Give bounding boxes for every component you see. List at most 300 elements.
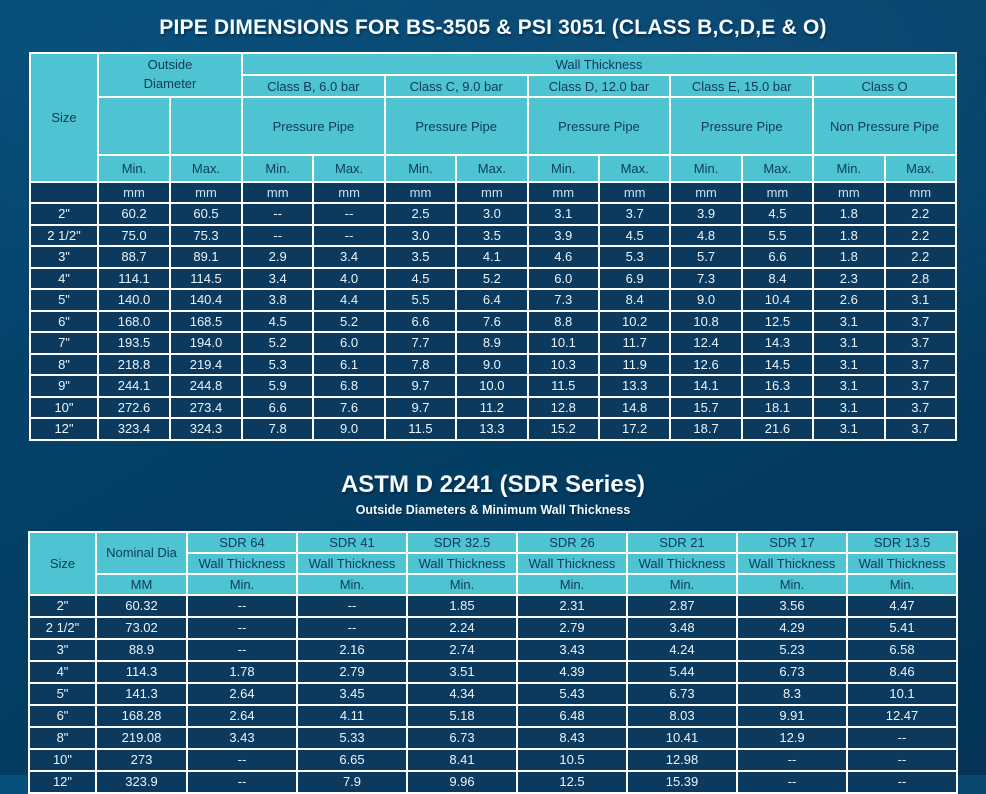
max-header: Max. [456, 155, 527, 182]
value-cell: 9.7 [385, 375, 456, 397]
table-row [29, 661, 957, 683]
class-c-header: Class C, 9.0 bar [385, 75, 528, 97]
value-cell: -- [737, 771, 847, 793]
value-cell: 273.4 [170, 397, 242, 419]
value-cell: 3.0 [456, 203, 527, 225]
value-cell: 323.4 [98, 418, 170, 440]
value-cell: 11.5 [385, 418, 456, 440]
value-cell: 12.98 [627, 749, 737, 771]
value-cell: 4.5 [599, 225, 670, 247]
wall-thickness-subheader: Wall Thickness [297, 553, 407, 574]
sdr-32-5-header: SDR 32.5 [407, 532, 517, 553]
row-size-label: 2" [29, 595, 96, 617]
value-cell: 141.3 [96, 683, 187, 705]
astm-table-header [29, 532, 957, 595]
value-cell: -- [297, 595, 407, 617]
value-cell: 2.8 [885, 268, 956, 290]
value-cell: 6.0 [313, 332, 384, 354]
value-cell: 1.8 [813, 225, 884, 247]
value-cell: 4.29 [737, 617, 847, 639]
min-header: Min. [242, 155, 313, 182]
unit-cell: mm [98, 182, 170, 203]
value-cell: 2.5 [385, 203, 456, 225]
value-cell: -- [297, 617, 407, 639]
value-cell: 11.5 [528, 375, 599, 397]
max-header: Max. [599, 155, 670, 182]
class-d-pipe-type: Pressure Pipe [528, 97, 671, 155]
table-row [30, 203, 956, 225]
value-cell: 2.87 [627, 595, 737, 617]
value-cell: 7.8 [242, 418, 313, 440]
value-cell: 14.1 [670, 375, 741, 397]
value-cell: 3.51 [407, 661, 517, 683]
value-cell: 194.0 [170, 332, 242, 354]
value-cell: 10.8 [670, 311, 741, 333]
value-cell: 4.6 [528, 246, 599, 268]
value-cell: 5.3 [599, 246, 670, 268]
value-cell: 10.2 [599, 311, 670, 333]
value-cell: 10.0 [456, 375, 527, 397]
value-cell: 8.4 [599, 289, 670, 311]
blank-header-cell [170, 97, 242, 155]
value-cell: 12.6 [670, 354, 741, 376]
value-cell: 11.7 [599, 332, 670, 354]
table-row [30, 225, 956, 247]
value-cell: 12.8 [528, 397, 599, 419]
astm-sdr-table [28, 531, 958, 794]
value-cell: 10.41 [627, 727, 737, 749]
value-cell: 4.5 [385, 268, 456, 290]
value-cell: 2.2 [885, 246, 956, 268]
value-cell: 3.9 [528, 225, 599, 247]
outside-diameter-line1: Outside [147, 57, 193, 73]
value-cell: 4.5 [742, 203, 813, 225]
value-cell: 2.79 [297, 661, 407, 683]
value-cell: 3.0 [385, 225, 456, 247]
unit-cell: mm [456, 182, 527, 203]
table-row [29, 771, 957, 793]
value-cell: 3.7 [885, 418, 956, 440]
value-cell: 3.1 [885, 289, 956, 311]
class-o-pipe-type: Non Pressure Pipe [813, 97, 956, 155]
value-cell: 5.5 [742, 225, 813, 247]
value-cell: 18.1 [742, 397, 813, 419]
value-cell: 6.58 [847, 639, 957, 661]
value-cell: 7.3 [528, 289, 599, 311]
value-cell: 2.64 [187, 683, 297, 705]
value-cell: 3.45 [297, 683, 407, 705]
value-cell: 5.7 [670, 246, 741, 268]
table-row [29, 617, 957, 639]
value-cell: 2.9 [242, 246, 313, 268]
value-cell: 18.7 [670, 418, 741, 440]
value-cell: 6.0 [528, 268, 599, 290]
row-size-label: 4" [30, 268, 98, 290]
sdr-21-header: SDR 21 [627, 532, 737, 553]
nominal-dia-header: Nominal Dia [96, 532, 187, 574]
value-cell: 6.73 [407, 727, 517, 749]
value-cell: 6.8 [313, 375, 384, 397]
value-cell: 2.64 [187, 705, 297, 727]
min-header: Min. [98, 155, 170, 182]
value-cell: 10.5 [517, 749, 627, 771]
table-row [30, 418, 956, 440]
max-header: Max. [742, 155, 813, 182]
value-cell: 4.5 [242, 311, 313, 333]
row-size-label: 2" [30, 203, 98, 225]
row-size-label: 8" [29, 727, 96, 749]
value-cell: -- [847, 749, 957, 771]
min-header: Min. [385, 155, 456, 182]
class-o-header: Class O [813, 75, 956, 97]
value-cell: 3.7 [885, 311, 956, 333]
wall-thickness-subheader: Wall Thickness [407, 553, 517, 574]
value-cell: 5.5 [385, 289, 456, 311]
value-cell: 10.3 [528, 354, 599, 376]
min-header: Min. [627, 574, 737, 595]
value-cell: 60.2 [98, 203, 170, 225]
value-cell: 7.7 [385, 332, 456, 354]
unit-cell: mm [242, 182, 313, 203]
value-cell: 3.1 [813, 332, 884, 354]
value-cell: 6.65 [297, 749, 407, 771]
value-cell: 244.1 [98, 375, 170, 397]
value-cell: 12.4 [670, 332, 741, 354]
value-cell: 5.3 [242, 354, 313, 376]
value-cell: 3.7 [599, 203, 670, 225]
unit-cell: mm [313, 182, 384, 203]
value-cell: 2.6 [813, 289, 884, 311]
value-cell: 3.43 [187, 727, 297, 749]
row-size-label: 10" [30, 397, 98, 419]
table-row [29, 595, 957, 617]
class-b-pipe-type: Pressure Pipe [242, 97, 385, 155]
value-cell: 6.6 [385, 311, 456, 333]
astm-table-body [29, 595, 957, 793]
row-size-label: 12" [30, 418, 98, 440]
row-size-label: 2 1/2" [29, 617, 96, 639]
value-cell: 6.6 [742, 246, 813, 268]
value-cell: 272.6 [98, 397, 170, 419]
value-cell: 140.0 [98, 289, 170, 311]
outside-diameter-line2: Diameter [143, 76, 197, 91]
table-row [30, 246, 956, 268]
value-cell: 323.9 [96, 771, 187, 793]
class-d-header: Class D, 12.0 bar [528, 75, 671, 97]
value-cell: 14.8 [599, 397, 670, 419]
value-cell: 1.78 [187, 661, 297, 683]
row-size-label: 8" [30, 354, 98, 376]
value-cell: 4.4 [313, 289, 384, 311]
value-cell: 75.0 [98, 225, 170, 247]
min-header: Min. [813, 155, 884, 182]
bs3505-table-body [30, 203, 956, 440]
class-e-header: Class E, 15.0 bar [670, 75, 813, 97]
value-cell: 114.3 [96, 661, 187, 683]
sdr-41-header: SDR 41 [297, 532, 407, 553]
wall-thickness-subheader: Wall Thickness [627, 553, 737, 574]
value-cell: 6.6 [242, 397, 313, 419]
size-column-header: Size [30, 53, 98, 182]
table-row [30, 354, 956, 376]
value-cell: 12.9 [737, 727, 847, 749]
row-size-label: 3" [29, 639, 96, 661]
value-cell: 10.1 [528, 332, 599, 354]
unit-cell: mm [599, 182, 670, 203]
value-cell: 4.8 [670, 225, 741, 247]
value-cell: -- [187, 617, 297, 639]
value-cell: 6.73 [737, 661, 847, 683]
value-cell: 1.8 [813, 246, 884, 268]
value-cell: 273 [96, 749, 187, 771]
value-cell: 3.7 [885, 354, 956, 376]
table-row [29, 749, 957, 771]
value-cell: 6.1 [313, 354, 384, 376]
value-cell: 5.2 [313, 311, 384, 333]
value-cell: 13.3 [456, 418, 527, 440]
max-header: Max. [885, 155, 956, 182]
row-size-label: 5" [29, 683, 96, 705]
value-cell: 4.0 [313, 268, 384, 290]
table-row [30, 397, 956, 419]
value-cell: 8.41 [407, 749, 517, 771]
value-cell: 3.7 [885, 332, 956, 354]
table-row [29, 683, 957, 705]
bs3505-table-header [30, 53, 956, 203]
value-cell: 12.5 [742, 311, 813, 333]
value-cell: 6.48 [517, 705, 627, 727]
value-cell: 2.74 [407, 639, 517, 661]
value-cell: 3.1 [813, 397, 884, 419]
min-header: Min. [297, 574, 407, 595]
unit-cell: mm [742, 182, 813, 203]
unit-cell: mm [885, 182, 956, 203]
min-header: Min. [737, 574, 847, 595]
min-header: Min. [528, 155, 599, 182]
value-cell: 6.73 [627, 683, 737, 705]
value-cell: 3.1 [528, 203, 599, 225]
value-cell: -- [847, 727, 957, 749]
value-cell: 3.7 [885, 375, 956, 397]
sdr-13-5-header: SDR 13.5 [847, 532, 957, 553]
row-size-label: 3" [30, 246, 98, 268]
max-header: Max. [170, 155, 242, 182]
value-cell: 5.41 [847, 617, 957, 639]
value-cell: 9.0 [670, 289, 741, 311]
sdr-17-header: SDR 17 [737, 532, 847, 553]
unit-cell: mm [385, 182, 456, 203]
value-cell: 14.5 [742, 354, 813, 376]
value-cell: 9.0 [313, 418, 384, 440]
value-cell: 6.9 [599, 268, 670, 290]
value-cell: 7.8 [385, 354, 456, 376]
value-cell: 5.43 [517, 683, 627, 705]
bs3505-dimensions-table [29, 52, 957, 441]
value-cell: 75.3 [170, 225, 242, 247]
min-header: Min. [847, 574, 957, 595]
class-b-header: Class B, 6.0 bar [242, 75, 385, 97]
value-cell: 3.8 [242, 289, 313, 311]
row-size-label: 4" [29, 661, 96, 683]
class-e-pipe-type: Pressure Pipe [670, 97, 813, 155]
min-header: Min. [670, 155, 741, 182]
value-cell: 12.47 [847, 705, 957, 727]
table-row [30, 332, 956, 354]
value-cell: 2.24 [407, 617, 517, 639]
value-cell: 16.3 [742, 375, 813, 397]
value-cell: 9.91 [737, 705, 847, 727]
value-cell: -- [187, 639, 297, 661]
value-cell: 324.3 [170, 418, 242, 440]
value-cell: 17.2 [599, 418, 670, 440]
mm-unit-header: MM [96, 574, 187, 595]
value-cell: 12.5 [517, 771, 627, 793]
row-size-label: 10" [29, 749, 96, 771]
value-cell: 3.1 [813, 418, 884, 440]
value-cell: 88.7 [98, 246, 170, 268]
value-cell: 14.3 [742, 332, 813, 354]
value-cell: 15.7 [670, 397, 741, 419]
value-cell: 1.8 [813, 203, 884, 225]
value-cell: 15.39 [627, 771, 737, 793]
value-cell: 89.1 [170, 246, 242, 268]
blank-header-cell [98, 97, 170, 155]
value-cell: 5.44 [627, 661, 737, 683]
wall-thickness-subheader: Wall Thickness [847, 553, 957, 574]
value-cell: 5.33 [297, 727, 407, 749]
wall-thickness-subheader: Wall Thickness [517, 553, 627, 574]
value-cell: 3.1 [813, 354, 884, 376]
unit-cell: mm [528, 182, 599, 203]
value-cell: 5.2 [242, 332, 313, 354]
value-cell: 88.9 [96, 639, 187, 661]
value-cell: -- [847, 771, 957, 793]
table-row [30, 268, 956, 290]
value-cell: 3.5 [456, 225, 527, 247]
value-cell: 168.5 [170, 311, 242, 333]
value-cell: 11.9 [599, 354, 670, 376]
table-row [29, 639, 957, 661]
value-cell: 7.6 [456, 311, 527, 333]
value-cell: 2.79 [517, 617, 627, 639]
value-cell: 8.8 [528, 311, 599, 333]
value-cell: 7.6 [313, 397, 384, 419]
row-size-label: 5" [30, 289, 98, 311]
value-cell: 60.5 [170, 203, 242, 225]
value-cell: 8.46 [847, 661, 957, 683]
value-cell: 4.39 [517, 661, 627, 683]
value-cell: 3.43 [517, 639, 627, 661]
sdr-64-header: SDR 64 [187, 532, 297, 553]
value-cell: -- [187, 595, 297, 617]
max-header: Max. [313, 155, 384, 182]
value-cell: 3.4 [313, 246, 384, 268]
page-title: PIPE DIMENSIONS FOR BS-3505 & PSI 3051 (CLASS B,C,D,E & O) [159, 16, 827, 39]
blank-unit-cell [30, 182, 98, 203]
value-cell: -- [242, 203, 313, 225]
class-c-pipe-type: Pressure Pipe [385, 97, 528, 155]
row-size-label: 7" [30, 332, 98, 354]
value-cell: 114.5 [170, 268, 242, 290]
value-cell: 3.1 [813, 375, 884, 397]
value-cell: 3.7 [885, 397, 956, 419]
value-cell: -- [737, 749, 847, 771]
value-cell: 4.34 [407, 683, 517, 705]
value-cell: 3.4 [242, 268, 313, 290]
value-cell: 3.1 [813, 311, 884, 333]
value-cell: 8.9 [456, 332, 527, 354]
value-cell: 9.0 [456, 354, 527, 376]
wall-thickness-subheader: Wall Thickness [187, 553, 297, 574]
value-cell: 168.28 [96, 705, 187, 727]
value-cell: -- [313, 203, 384, 225]
value-cell: 3.9 [670, 203, 741, 225]
value-cell: 219.08 [96, 727, 187, 749]
value-cell: 2.31 [517, 595, 627, 617]
astm-section-title: ASTM D 2241 (SDR Series) [340, 470, 646, 498]
value-cell: 10.1 [847, 683, 957, 705]
value-cell: 7.9 [297, 771, 407, 793]
table-row [30, 289, 956, 311]
value-cell: 5.18 [407, 705, 517, 727]
unit-cell: mm [813, 182, 884, 203]
unit-cell: mm [170, 182, 242, 203]
value-cell: 8.03 [627, 705, 737, 727]
value-cell: -- [313, 225, 384, 247]
value-cell: 5.23 [737, 639, 847, 661]
value-cell: 2.2 [885, 203, 956, 225]
astm-section-subtitle: Outside Diameters & Minimum Wall Thickness [355, 502, 631, 517]
sdr-26-header: SDR 26 [517, 532, 627, 553]
value-cell: 5.9 [242, 375, 313, 397]
value-cell: 218.8 [98, 354, 170, 376]
value-cell: 3.56 [737, 595, 847, 617]
wall-thickness-subheader: Wall Thickness [737, 553, 847, 574]
value-cell: 4.1 [456, 246, 527, 268]
min-header: Min. [187, 574, 297, 595]
wall-thickness-header: Wall Thickness [242, 53, 956, 75]
row-size-label: 2 1/2" [30, 225, 98, 247]
value-cell: 73.02 [96, 617, 187, 639]
value-cell: 4.47 [847, 595, 957, 617]
value-cell: 7.3 [670, 268, 741, 290]
value-cell: 2.3 [813, 268, 884, 290]
row-size-label: 9" [30, 375, 98, 397]
value-cell: 8.3 [737, 683, 847, 705]
min-header: Min. [517, 574, 627, 595]
value-cell: 11.2 [456, 397, 527, 419]
size-column-header: Size [29, 532, 96, 595]
value-cell: 15.2 [528, 418, 599, 440]
row-size-label: 6" [30, 311, 98, 333]
table-row [29, 705, 957, 727]
value-cell: 21.6 [742, 418, 813, 440]
table-row [30, 311, 956, 333]
row-size-label: 12" [29, 771, 96, 793]
value-cell: 60.32 [96, 595, 187, 617]
value-cell: 219.4 [170, 354, 242, 376]
value-cell: -- [187, 771, 297, 793]
value-cell: 9.96 [407, 771, 517, 793]
value-cell: 193.5 [98, 332, 170, 354]
value-cell: -- [187, 749, 297, 771]
value-cell: 2.2 [885, 225, 956, 247]
outside-diameter-header [98, 53, 242, 97]
value-cell: 3.48 [627, 617, 737, 639]
value-cell: 4.11 [297, 705, 407, 727]
value-cell: 4.24 [627, 639, 737, 661]
row-size-label: 6" [29, 705, 96, 727]
